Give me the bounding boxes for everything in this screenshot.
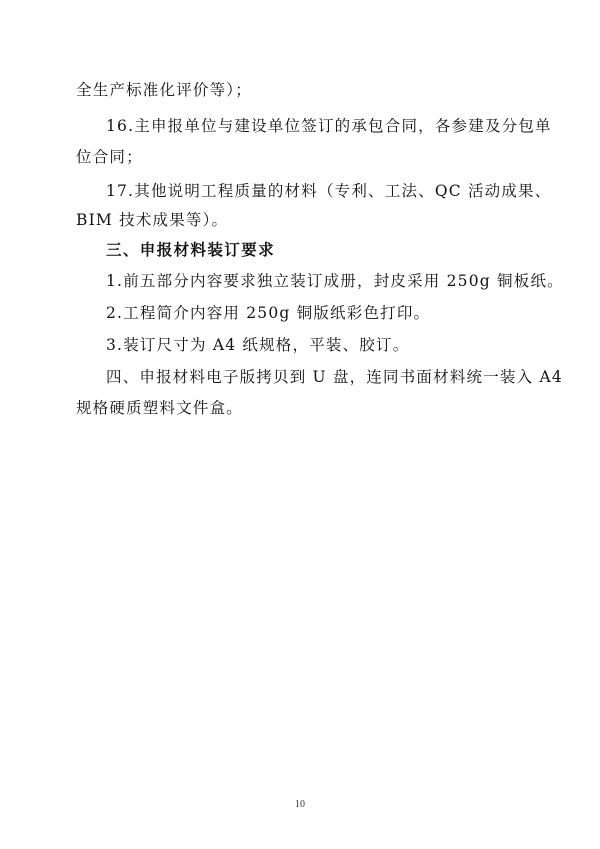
paragraph-line: 全生产标准化评价等）； <box>76 81 252 99</box>
section-heading: 三、申报材料装订要求 <box>106 241 276 259</box>
item-17-line-2: BIM 技术成果等）。 <box>76 211 229 229</box>
item-16-line-2: 位合同； <box>76 148 143 166</box>
page-number: 10 <box>295 799 305 810</box>
section-four-line-1: 四、申报材料电子版拷贝到 U 盘，连同书面材料统一装入 A4 <box>106 368 563 386</box>
binding-item-2: 2.工程简介内容用 250g 铜版纸彩色打印。 <box>106 304 431 322</box>
section-four-line-2: 规格硬质塑料文件盒。 <box>76 399 244 417</box>
item-17-line-1: 17.其他说明工程质量的材料（专利、工法、QC 活动成果、 <box>106 182 552 200</box>
binding-item-1: 1.前五部分内容要求独立装订成册，封皮采用 250g 铜板纸。 <box>106 272 564 290</box>
item-16-line-1: 16.主申报单位与建设单位签订的承包合同，各参建及分包单 <box>106 117 552 135</box>
binding-item-3: 3.装订尺寸为 A4 纸规格，平装、胶订。 <box>106 336 410 354</box>
